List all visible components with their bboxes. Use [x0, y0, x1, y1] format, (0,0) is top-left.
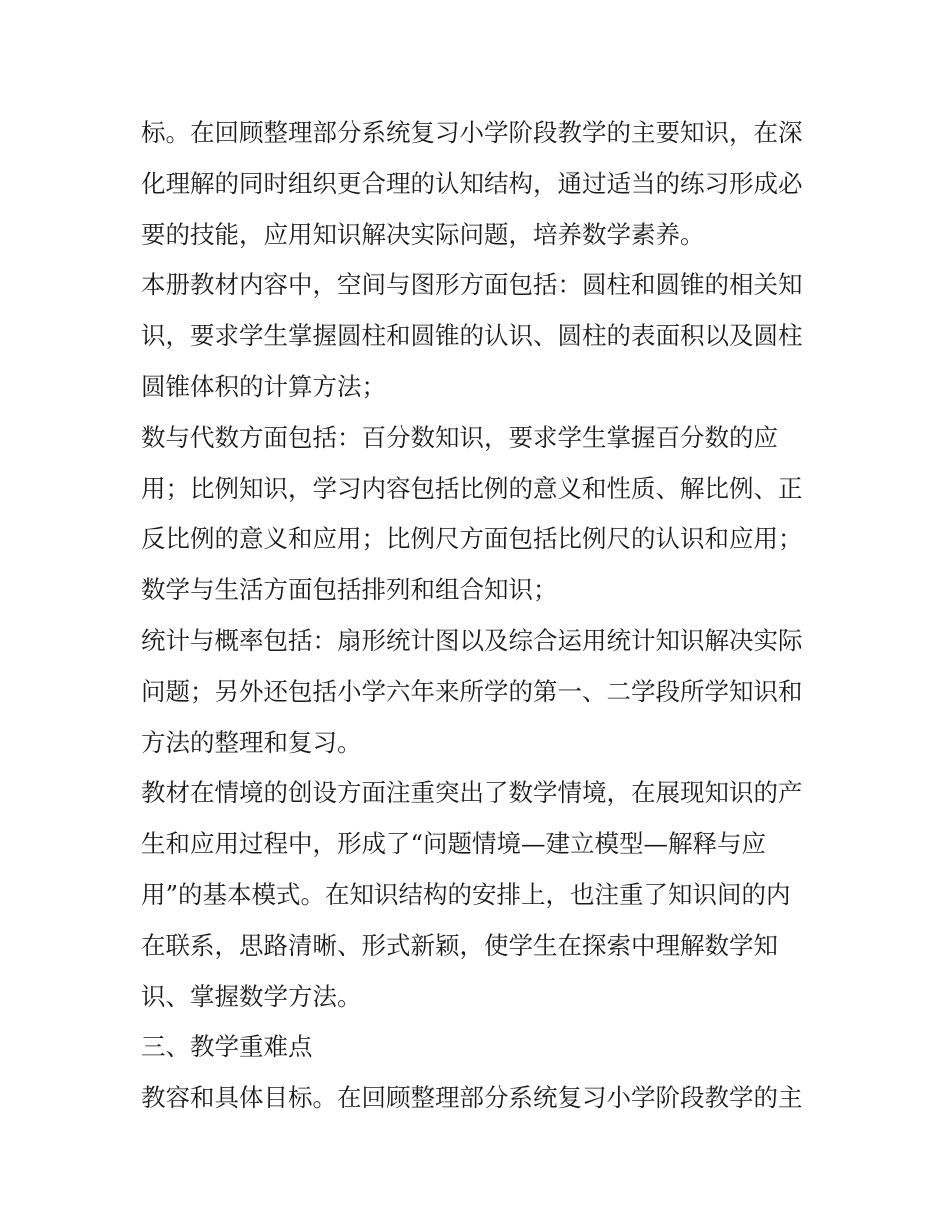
text-line: 数与代数方面包括：百分数知识，要求学生掌握百分数的应: [141, 422, 778, 452]
text-line: 数学与生活方面包括排列和组合知识；: [141, 575, 558, 605]
text-line: 教材在情境的创设方面注重突出了数学情境，在展现知识的产: [141, 778, 803, 808]
text-line: 统计与概率包括：扇形统计图以及综合运用统计知识解决实际: [141, 625, 803, 655]
text-line: 标。在回顾整理部分系统复习小学阶段教学的主要知识，在深: [141, 118, 803, 147]
section-heading: 三、教学重难点: [141, 1032, 313, 1062]
text-line: 反比例的意义和应用；比例尺方面包括比例尺的认识和应用；: [141, 524, 803, 554]
text-line: 识，要求学生掌握圆柱和圆锥的认识、圆柱的表面积以及圆柱: [141, 321, 803, 351]
text-line: 问题；另外还包括小学六年来所学的第一、二学段所学知识和: [141, 676, 803, 706]
text-line: 用；比例知识，学习内容包括比例的意义和性质、解比例、正: [141, 473, 803, 503]
body-text: [141, 108, 821, 1124]
text-line: 本册教材内容中，空间与图形方面包括：圆柱和圆锥的相关知: [141, 270, 803, 300]
text-line: 要的技能，应用知识解决实际问题，培养数学素养。: [141, 219, 705, 249]
text-line: 方法的整理和复习。: [141, 727, 362, 757]
text-line: 教容和具体目标。在回顾整理部分系统复习小学阶段教学的主: [141, 1083, 803, 1113]
text-line: 用”的基本模式。在知识结构的安排上，也注重了知识间的内: [141, 879, 791, 909]
text-line: 圆锥体积的计算方法；: [141, 371, 386, 401]
text-line: 生和应用过程中，形成了“问题情境—建立模型—解释与应: [141, 829, 767, 859]
text-line: 在联系，思路清晰、形式新颖，使学生在探索中理解数学知: [141, 930, 778, 960]
text-line: 化理解的同时组织更合理的认知结构，通过适当的练习形成必: [141, 168, 803, 198]
text-line: 识、掌握数学方法。: [141, 981, 362, 1011]
